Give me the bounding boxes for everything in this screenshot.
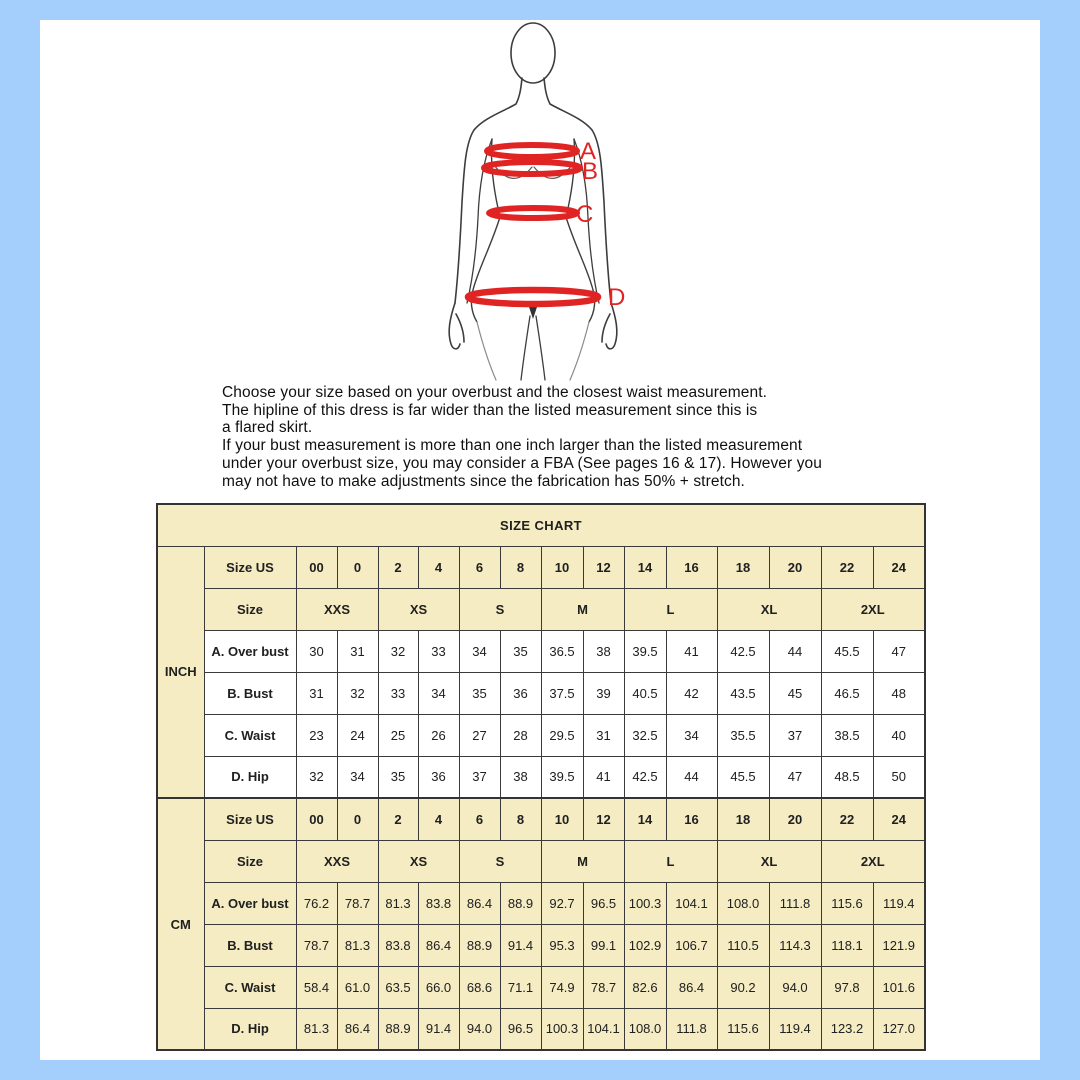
measurement-value: 81.3	[296, 1008, 337, 1050]
measurement-value: 110.5	[717, 924, 769, 966]
label-D: D	[608, 284, 626, 311]
unit-cell-inch: INCH	[157, 546, 204, 798]
measurement-value: 37.5	[541, 672, 583, 714]
measurement-value: 28	[500, 714, 541, 756]
measurement-value: 66.0	[418, 966, 459, 1008]
measurement-value: 115.6	[821, 882, 873, 924]
unit-cell-cm: CM	[157, 798, 204, 1050]
measurement-value: 63.5	[378, 966, 418, 1008]
measurement-value: 111.8	[769, 882, 821, 924]
measurement-value: 90.2	[717, 966, 769, 1008]
measurement-value: 88.9	[378, 1008, 418, 1050]
measurement-row-label: C. Waist	[204, 714, 296, 756]
size-us-value: 0	[337, 546, 378, 588]
measurement-value: 24	[337, 714, 378, 756]
measurement-value: 44	[666, 756, 717, 798]
size-us-value: 10	[541, 798, 583, 840]
measurement-value: 101.6	[873, 966, 925, 1008]
measurement-value: 102.9	[624, 924, 666, 966]
measurement-value: 32	[337, 672, 378, 714]
measurement-value: 35	[378, 756, 418, 798]
size-us-value: 2	[378, 546, 418, 588]
size-us-value: 8	[500, 798, 541, 840]
measurement-value: 36.5	[541, 630, 583, 672]
measurement-value: 114.3	[769, 924, 821, 966]
measurement-value: 36	[418, 756, 459, 798]
size-us-value: 18	[717, 546, 769, 588]
measurement-row-label: B. Bust	[204, 672, 296, 714]
measurement-value: 94.0	[459, 1008, 500, 1050]
measurement-value: 58.4	[296, 966, 337, 1008]
measurement-value: 86.4	[337, 1008, 378, 1050]
measurement-value: 86.4	[666, 966, 717, 1008]
size-us-value: 14	[624, 546, 666, 588]
measurement-value: 39.5	[541, 756, 583, 798]
measurement-value: 33	[378, 672, 418, 714]
notes-line: If your bust measurement is more than one inch larger than the listed measurement	[222, 437, 803, 455]
measurement-value: 35.5	[717, 714, 769, 756]
label-C: C	[576, 201, 594, 228]
measurement-value: 78.7	[296, 924, 337, 966]
measurement-value: 26	[418, 714, 459, 756]
measurement-value: 38	[500, 756, 541, 798]
measurement-value: 30	[296, 630, 337, 672]
measurement-value: 111.8	[666, 1008, 717, 1050]
measurement-value: 38.5	[821, 714, 873, 756]
size-chart-title: SIZE CHART	[157, 504, 925, 546]
measurement-row-label: B. Bust	[204, 924, 296, 966]
measurement-value: 42.5	[624, 756, 666, 798]
measurement-value: 68.6	[459, 966, 500, 1008]
measurement-value: 83.8	[418, 882, 459, 924]
measurement-value: 108.0	[624, 1008, 666, 1050]
measurement-value: 50	[873, 756, 925, 798]
measurement-value: 34	[459, 630, 500, 672]
size-group-value: S	[459, 588, 541, 630]
notes-line: may not have to make adjustments since the fabrication has 50% + stretch.	[222, 472, 745, 490]
size-us-value: 0	[337, 798, 378, 840]
size-us-value: 00	[296, 798, 337, 840]
measurement-value: 47	[873, 630, 925, 672]
size-chart-table	[156, 503, 926, 1051]
size-chart-container	[156, 503, 926, 1051]
measurement-value: 31	[337, 630, 378, 672]
measurement-value: 96.5	[583, 882, 624, 924]
measurement-value: 32	[378, 630, 418, 672]
size-group-value: 2XL	[821, 588, 925, 630]
measurement-value: 78.7	[337, 882, 378, 924]
size-us-value: 14	[624, 798, 666, 840]
size-group-value: XS	[378, 840, 459, 882]
measurement-value: 48	[873, 672, 925, 714]
measurement-value: 95.3	[541, 924, 583, 966]
measurement-value: 88.9	[459, 924, 500, 966]
size-us-value: 00	[296, 546, 337, 588]
measurement-value: 81.3	[337, 924, 378, 966]
measurement-row-label: D. Hip	[204, 1008, 296, 1050]
size-us-value: 4	[418, 546, 459, 588]
measurement-value: 45	[769, 672, 821, 714]
measurement-value: 38	[583, 630, 624, 672]
measurement-value: 86.4	[418, 924, 459, 966]
size-us-value: 6	[459, 546, 500, 588]
measurement-value: 43.5	[717, 672, 769, 714]
size-group-value: XXS	[296, 840, 378, 882]
size-group-value: 2XL	[821, 840, 925, 882]
measurement-value: 42	[666, 672, 717, 714]
measurement-value: 94.0	[769, 966, 821, 1008]
size-row-label: Size	[204, 588, 296, 630]
size-group-value: M	[541, 588, 624, 630]
measurement-value: 91.4	[418, 1008, 459, 1050]
measurement-value: 34	[666, 714, 717, 756]
measurement-value: 23	[296, 714, 337, 756]
measurement-value: 33	[418, 630, 459, 672]
measurement-value: 45.5	[821, 630, 873, 672]
label-B: B	[582, 158, 599, 185]
measurement-value: 32	[296, 756, 337, 798]
measurement-value: 37	[769, 714, 821, 756]
measurement-value: 34	[337, 756, 378, 798]
size-group-value: S	[459, 840, 541, 882]
size-us-value: 20	[769, 546, 821, 588]
notes-line: under your overbust size, you may consider a FBA (See pages 16 & 17). However you	[222, 454, 822, 472]
measurement-value: 39	[583, 672, 624, 714]
measurement-row-label: A. Over bust	[204, 882, 296, 924]
measurement-row-label: C. Waist	[204, 966, 296, 1008]
measurement-value: 45.5	[717, 756, 769, 798]
measurement-value: 99.1	[583, 924, 624, 966]
measurement-value: 123.2	[821, 1008, 873, 1050]
size-us-value: 18	[717, 798, 769, 840]
size-group-value: XXS	[296, 588, 378, 630]
hip-band	[468, 290, 598, 304]
notes-line: The hipline of this dress is far wider than the listed measurement since this is	[222, 401, 758, 419]
measurement-value: 40	[873, 714, 925, 756]
size-us-value: 24	[873, 798, 925, 840]
notes-line: a flared skirt.	[222, 419, 313, 437]
size-us-value: 22	[821, 546, 873, 588]
measurement-value: 42.5	[717, 630, 769, 672]
overbust-band	[487, 145, 577, 157]
size-us-value: 8	[500, 546, 541, 588]
size-us-value: 4	[418, 798, 459, 840]
size-group-value: XL	[717, 588, 821, 630]
measurement-value: 27	[459, 714, 500, 756]
size-row-label: Size	[204, 840, 296, 882]
measurement-value: 108.0	[717, 882, 769, 924]
size-us-value: 16	[666, 798, 717, 840]
measurement-value: 76.2	[296, 882, 337, 924]
measurement-value: 71.1	[500, 966, 541, 1008]
measurement-value: 61.0	[337, 966, 378, 1008]
size-group-value: L	[624, 588, 717, 630]
measurement-value: 29.5	[541, 714, 583, 756]
measurement-value: 44	[769, 630, 821, 672]
measurement-value: 121.9	[873, 924, 925, 966]
measurement-value: 46.5	[821, 672, 873, 714]
measurement-value: 104.1	[583, 1008, 624, 1050]
measurement-value: 78.7	[583, 966, 624, 1008]
size-us-value: 24	[873, 546, 925, 588]
measurement-value: 96.5	[500, 1008, 541, 1050]
figure-illustration-svg	[420, 20, 680, 382]
measurement-value: 81.3	[378, 882, 418, 924]
measurement-value: 40.5	[624, 672, 666, 714]
measurement-value: 39.5	[624, 630, 666, 672]
size-group-value: L	[624, 840, 717, 882]
body-measurement-figure	[420, 20, 680, 382]
measurement-value: 83.8	[378, 924, 418, 966]
size-us-value: 22	[821, 798, 873, 840]
notes-line: Choose your size based on your overbust and the closest waist measurement.	[222, 384, 768, 401]
measurement-value: 36	[500, 672, 541, 714]
measurement-value: 106.7	[666, 924, 717, 966]
size-us-value: 12	[583, 798, 624, 840]
size-us-value: 6	[459, 798, 500, 840]
measurement-value: 31	[583, 714, 624, 756]
measurement-value: 82.6	[624, 966, 666, 1008]
measurement-value: 37	[459, 756, 500, 798]
measurement-value: 32.5	[624, 714, 666, 756]
size-group-value: M	[541, 840, 624, 882]
sizing-notes	[222, 384, 902, 490]
measurement-value: 92.7	[541, 882, 583, 924]
measurement-value: 47	[769, 756, 821, 798]
size-us-value: 2	[378, 798, 418, 840]
size-group-value: XS	[378, 588, 459, 630]
measurement-value: 115.6	[717, 1008, 769, 1050]
size-us-row-label: Size US	[204, 798, 296, 840]
size-us-value: 12	[583, 546, 624, 588]
measurement-value: 35	[500, 630, 541, 672]
waist-band	[489, 208, 577, 218]
measurement-value: 119.4	[873, 882, 925, 924]
measurement-value: 118.1	[821, 924, 873, 966]
label-A: A	[580, 138, 597, 165]
measurement-value: 127.0	[873, 1008, 925, 1050]
measurement-value: 97.8	[821, 966, 873, 1008]
size-us-row-label: Size US	[204, 546, 296, 588]
measurement-value: 34	[418, 672, 459, 714]
measurement-row-label: A. Over bust	[204, 630, 296, 672]
measurement-value: 88.9	[500, 882, 541, 924]
measurement-value: 100.3	[624, 882, 666, 924]
size-us-value: 16	[666, 546, 717, 588]
measurement-value: 74.9	[541, 966, 583, 1008]
size-us-value: 10	[541, 546, 583, 588]
measurement-value: 104.1	[666, 882, 717, 924]
measurement-value: 25	[378, 714, 418, 756]
size-us-value: 20	[769, 798, 821, 840]
measurement-value: 86.4	[459, 882, 500, 924]
measurement-value: 31	[296, 672, 337, 714]
measurement-row-label: D. Hip	[204, 756, 296, 798]
measurement-value: 48.5	[821, 756, 873, 798]
measurement-value: 119.4	[769, 1008, 821, 1050]
measurement-value: 100.3	[541, 1008, 583, 1050]
measurement-value: 41	[583, 756, 624, 798]
measurement-value: 35	[459, 672, 500, 714]
measurement-value: 41	[666, 630, 717, 672]
bust-band	[484, 162, 580, 174]
size-group-value: XL	[717, 840, 821, 882]
measurement-value: 91.4	[500, 924, 541, 966]
head-outline	[511, 23, 555, 83]
